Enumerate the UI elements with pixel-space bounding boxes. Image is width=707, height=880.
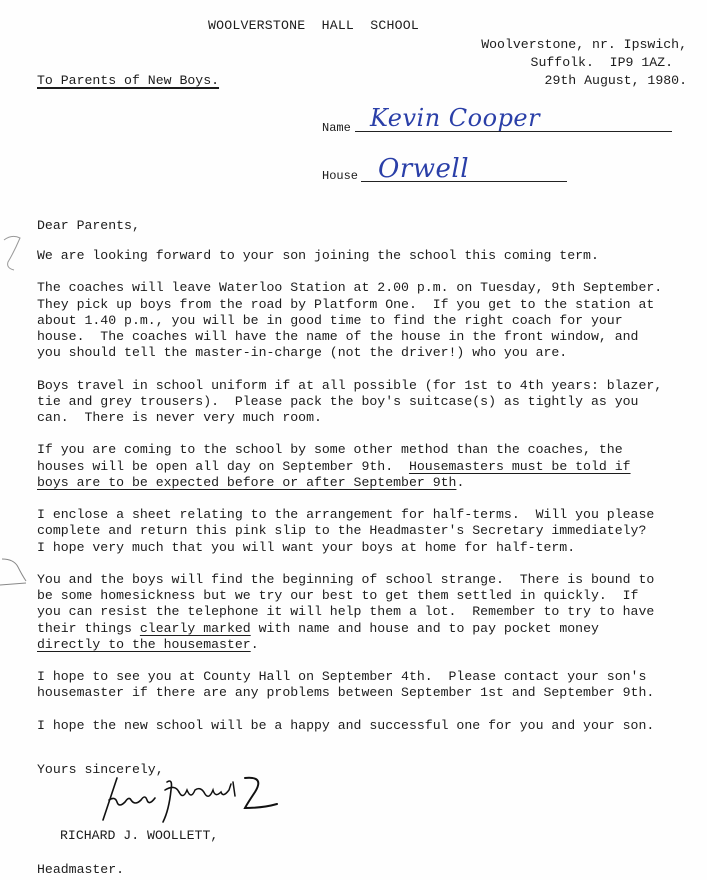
text-segment: their things — [37, 620, 140, 636]
text-line — [37, 475, 687, 491]
signatory-name: RICHARD J. WOOLLETT, — [60, 828, 219, 843]
text-line — [37, 378, 687, 394]
letter-date: 29th August, 1980. — [544, 73, 687, 88]
paragraph — [37, 572, 687, 653]
text-line — [37, 313, 687, 329]
text-line — [37, 604, 687, 620]
text-segment: with name and house and to pay pocket money — [250, 620, 599, 636]
text-line — [37, 329, 687, 345]
margin-bracket-mark — [0, 232, 30, 280]
paragraph — [37, 248, 687, 264]
paragraph — [37, 669, 687, 701]
text-segment: If you are coming to the school by some other method than the coaches, the — [37, 442, 623, 458]
school-name: WOOLVERSTONE HALL SCHOOL — [208, 18, 419, 33]
text-line — [37, 507, 687, 523]
text-segment: You and the boys will find the beginning of school strange. There is bound to — [37, 571, 655, 587]
text-segment: about 1.40 p.m., you will be in good time to find the right coach for your — [37, 312, 623, 328]
closing: Yours sincerely, — [37, 762, 164, 777]
text-line — [37, 523, 687, 539]
addressee: To Parents of New Boys. — [37, 73, 220, 88]
text-segment: I hope very much that you will want your boys at home for half-term. — [37, 539, 576, 555]
paragraph — [37, 442, 687, 491]
text-segment: We are looking forward to your son joining the school this coming term. — [37, 248, 599, 263]
letter-body — [37, 248, 687, 750]
text-line — [37, 637, 687, 653]
text-segment: houses will be open all day on September 9th. — [37, 458, 409, 474]
paragraph — [37, 378, 687, 427]
address-line-2: Suffolk. IP9 1AZ. — [530, 55, 673, 70]
paragraph — [37, 280, 687, 361]
text-segment: housemaster if there are any problems between September 1st and September 9th. — [37, 685, 655, 701]
text-line — [37, 621, 687, 637]
text-segment: . — [456, 474, 465, 490]
text-segment: . — [250, 636, 259, 652]
text-segment: house. The coaches will have the name of the house in the front window, and — [37, 329, 639, 344]
text-segment: They pick up boys from the road by Platform One. If you get to the station at — [37, 296, 655, 312]
text-line — [37, 442, 687, 458]
text-line — [37, 540, 687, 556]
underlined-text: directly to the housemaster — [37, 636, 251, 652]
underlined-text: clearly marked — [139, 620, 251, 636]
text-line — [37, 248, 687, 264]
paragraph — [37, 507, 687, 556]
text-line — [37, 572, 687, 588]
signatory-title: Headmaster. — [37, 862, 125, 877]
text-segment: you should tell the master-in-charge (not the driver!) who you are. — [37, 345, 568, 361]
text-line — [37, 410, 687, 426]
text-line — [37, 669, 687, 685]
text-line — [37, 459, 687, 475]
house-handwritten-value: Orwell — [378, 154, 470, 184]
text-segment: can. There is never very much room. — [37, 410, 322, 425]
text-line — [37, 588, 687, 604]
salutation: Dear Parents, — [37, 218, 140, 233]
text-line — [37, 280, 687, 296]
text-segment: I hope the new school will be a happy and successful one for you and your son. — [37, 717, 655, 733]
signature — [95, 770, 285, 830]
text-segment: Boys travel in school uniform if at all possible (for 1st to 4th years: blazer, — [37, 377, 663, 393]
underlined-text: Housemasters must be told if — [408, 458, 631, 474]
text-segment: you can resist the telephone it will help them a lot. Remember to try to have — [37, 604, 655, 620]
text-segment: The coaches will leave Waterloo Station at 2.00 p.m. on Tuesday, 9th September. — [37, 280, 663, 296]
text-segment: tie and grey trousers). Please pack the boy's suitcase(s) as tightly as you — [37, 393, 639, 409]
paragraph — [37, 718, 687, 734]
text-line — [37, 685, 687, 701]
text-line — [37, 345, 687, 361]
text-line — [37, 297, 687, 313]
text-segment: complete and return this pink slip to the Headmaster's Secretary immediately? — [37, 523, 647, 539]
name-label: Name — [322, 121, 351, 135]
text-line — [37, 718, 687, 734]
name-handwritten-value: Kevin Cooper — [370, 104, 541, 132]
house-label: House — [322, 169, 359, 183]
text-segment: I hope to see you at County Hall on September 4th. Please contact your son's — [37, 669, 647, 685]
address-line-1: Woolverstone, nr. Ipswich, — [481, 37, 687, 52]
underlined-text: boys are to be expected before or after September 9th — [37, 474, 457, 490]
text-segment: be some homesickness but we try our best to get them settled in quickly. If — [37, 588, 639, 604]
text-line — [37, 394, 687, 410]
text-segment: I enclose a sheet relating to the arrangement for half-terms. Will you please — [37, 507, 655, 523]
margin-arrow-mark — [0, 555, 34, 595]
